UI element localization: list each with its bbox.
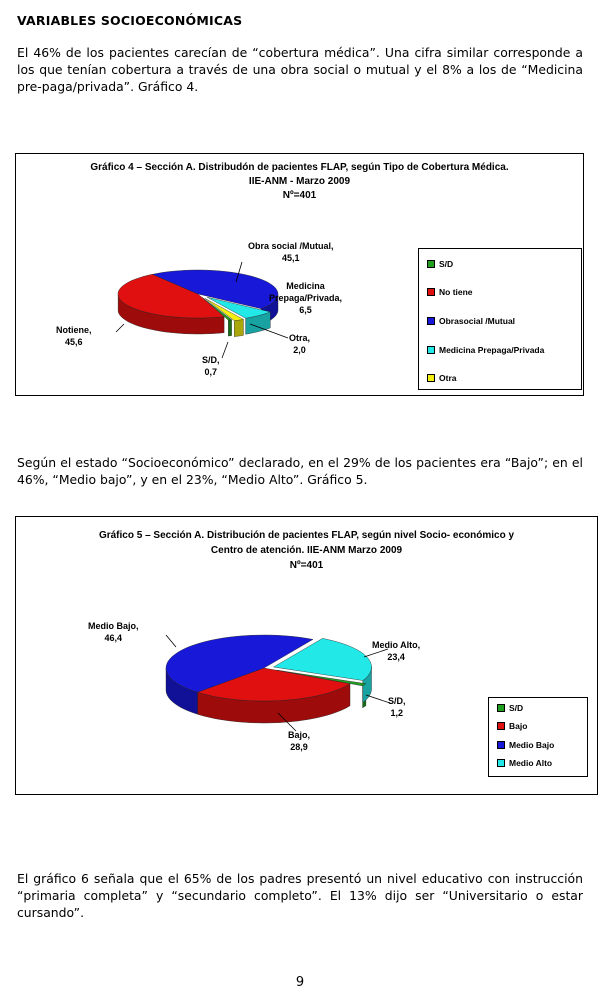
leader-sd [222,342,228,358]
chart-4 [15,153,584,396]
leader-notiene [116,324,124,332]
leader-mediobajo [166,635,176,647]
chart-5-title-line2: Centro de atención. IIE-ANM Marzo 2009 [210,545,403,556]
chart-4-title-line2: IIE-ANM - Marzo 2009 [248,176,351,187]
legend-item-sd: S/D [497,703,523,713]
leader-sd [366,695,390,703]
page-number: 9 [295,975,305,990]
chart-5-legend [488,697,588,777]
chart-5 [15,516,598,795]
legend-item-prepaga: Medicina Prepaga/Privada [427,345,544,355]
legend-item-medioalto: Medio Alto [497,758,552,768]
chart-5-title-line3: Nº=401 [289,560,324,571]
legend-item-bajo: Bajo [497,721,527,731]
legend-item-sd: S/D [427,259,453,269]
chart-4-label-obrasocial: Obra social /Mutual, 45,1 [248,241,334,263]
chart-4-title-line1: Gráfico 4 – Sección A. Distribudón de pacientes FLAP, según Tipo de Cobertura Médica. [90,162,509,173]
pie-slice-side-s-d [228,320,231,336]
chart-4-label-prepaga-line1: Medicina [286,281,325,291]
chart-4-label-prepaga: Medicina Prepaga/Privada, 6,5 [269,281,343,315]
pie-slice-side-otra [234,319,243,336]
paragraph-socioeconomic: Según el estado “Socioeconómico” declarado, en el 29% de los pacientes era “Bajo”; en el 46%, “Medio bajo”, y en el 23%, “Medio Alto”. Gráfico 5. [17,455,583,487]
chart-4-title-line3: Nº=401 [282,190,317,201]
chart-4-legend [418,248,582,390]
legend-item-otra: Otra [427,373,456,383]
chart-5-label-bajo: Bajo, 28,9 [288,730,311,752]
chart-4-label-otra: Otra, 2,0 [289,333,311,355]
paragraph-education: El gráfico 6 señala que el 65% de los padres presentó un nivel educativo con instrucción “primaria completa” y “secundario completo”. El 13% dijo ser “Universitario o estar cursando”. [17,871,583,920]
section-heading: VARIABLES SOCIOECONÓMICAS [17,13,243,28]
chart-5-label-medioalto: Medio Alto, 23,4 [372,640,421,662]
paragraph-coverage: El 46% de los pacientes carecían de “cobertura médica”. Una cifra similar corresponde a los que tenían cobertura a través de una obra social o mutual y el 8% a los de “Medicina pre-paga/privada”. Gráfico 4. [17,45,583,94]
chart-5-label-mediobajo: Medio Bajo, 46,4 [88,621,139,643]
legend-item-mediobajo: Medio Bajo [497,740,554,750]
chart-4-label-notiene: Notiene, 45,6 [56,325,92,347]
chart-5-label-sd: S/D, 1,2 [388,696,406,718]
legend-item-obrasocial: Obrasocial /Mutual [427,316,515,326]
chart-4-label-sd: S/D, 0,7 [202,355,220,377]
legend-item-notiene: No tiene [427,287,473,297]
chart-5-title-line1: Gráfico 5 – Sección A. Distribución de pacientes FLAP, según nivel Socio- económico y [98,530,515,541]
